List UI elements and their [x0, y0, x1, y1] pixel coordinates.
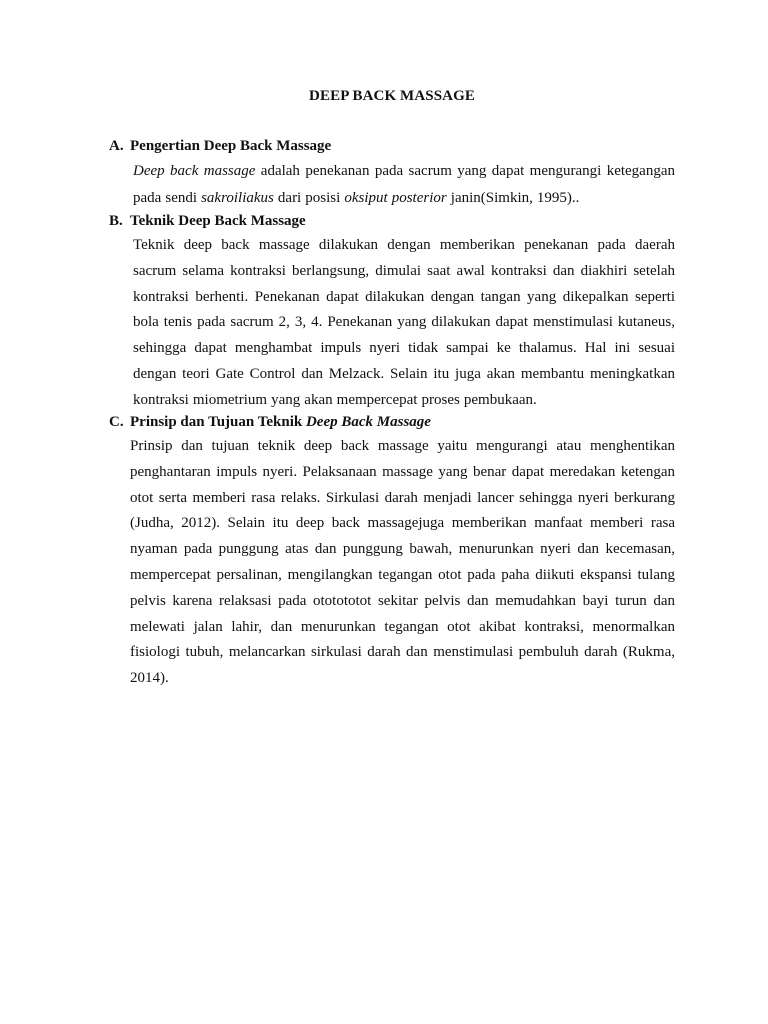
paragraph-run: sakroiliakus: [201, 190, 274, 206]
section-letter: C.: [109, 414, 124, 430]
document-title: DEEP BACK MASSAGE: [309, 88, 475, 104]
section-pengertian: [109, 136, 675, 212]
paragraph-run: Teknik deep back massage dilakukan dengan memberikan penekanan pada daerah sacrum selama kontraksi berlangsung, dimulai saat awal kontraksi dan diakhiri setelah kontraksi berhenti. Penekanan dapat dilakukan dengan tangan yang dikepalkan seperti bola tenis pada sacrum 2, 3, 4. Penekanan yang dilakukan dapat menstimulasi kutaneus, sehingga dapat menghambat impuls nyeri tidak sampai ke thalamus. Hal ini sesuai dengan teori Gate Control dan Melzack. Selain itu juga akan membantu meningkatkan kontraksi miometrium yang akan mempercepat proses pembukaan.: [133, 237, 675, 408]
section-heading: [109, 136, 675, 158]
section-teknik: [109, 211, 675, 414]
section-paragraph: [133, 158, 675, 212]
paragraph-run: adalah penekanan pada sacrum yang dapat mengurangi ketegangan pada sendi: [133, 163, 675, 206]
section-letter: B.: [109, 213, 123, 229]
section-letter: A.: [109, 138, 124, 154]
paragraph-run: oksiput posterior: [344, 190, 447, 206]
section-heading: [109, 412, 675, 434]
section-heading: [109, 211, 675, 233]
paragraph-run: Prinsip dan tujuan teknik deep back massage yaitu mengurangi atau menghentikan penghantaran impuls nyeri. Pelaksanaan massage yang benar dapat meredakan ketengan otot serta memberi rasa relaks. Sirkulasi darah menjadi lancer sehingga nyeri berkurang (Judha, 2012). Selain itu deep back massagejuga memberikan manfaat memberi rasa nyaman pada punggung atas dan punggung bawah, menurunkan nyeri dan kecemasan, mempercepat persalinan, mengilangkan tegangan otot pada paha diikuti ekspansi tulang pelvis karena relaksasi pada ototototot sekitar pelvis dan memudahkan bayi turun dan melewati jalan lahir, dan menurunkan tegangan otot akibat kontraksi, menormalkan fisiologi tubuh, melancarkan sirkulasi darah dan menstimulasi pembuluh darah (Rukma, 2014).: [130, 438, 675, 687]
section-heading-text: Teknik Deep Back Massage: [130, 213, 306, 229]
section-paragraph: [133, 233, 675, 414]
paragraph-run: Deep back massage: [133, 163, 256, 179]
section-heading-italic: Deep Back Massage: [305, 414, 431, 430]
paragraph-run: dari posisi: [273, 190, 345, 206]
section-paragraph: [130, 434, 675, 692]
section-heading-text: Pengertian Deep Back Massage: [130, 138, 332, 154]
section-prinsip-tujuan: [109, 412, 675, 692]
paragraph-run: janin(Simkin, 1995)..: [446, 190, 580, 206]
section-heading-text: Prinsip dan Tujuan Teknik: [130, 414, 306, 430]
